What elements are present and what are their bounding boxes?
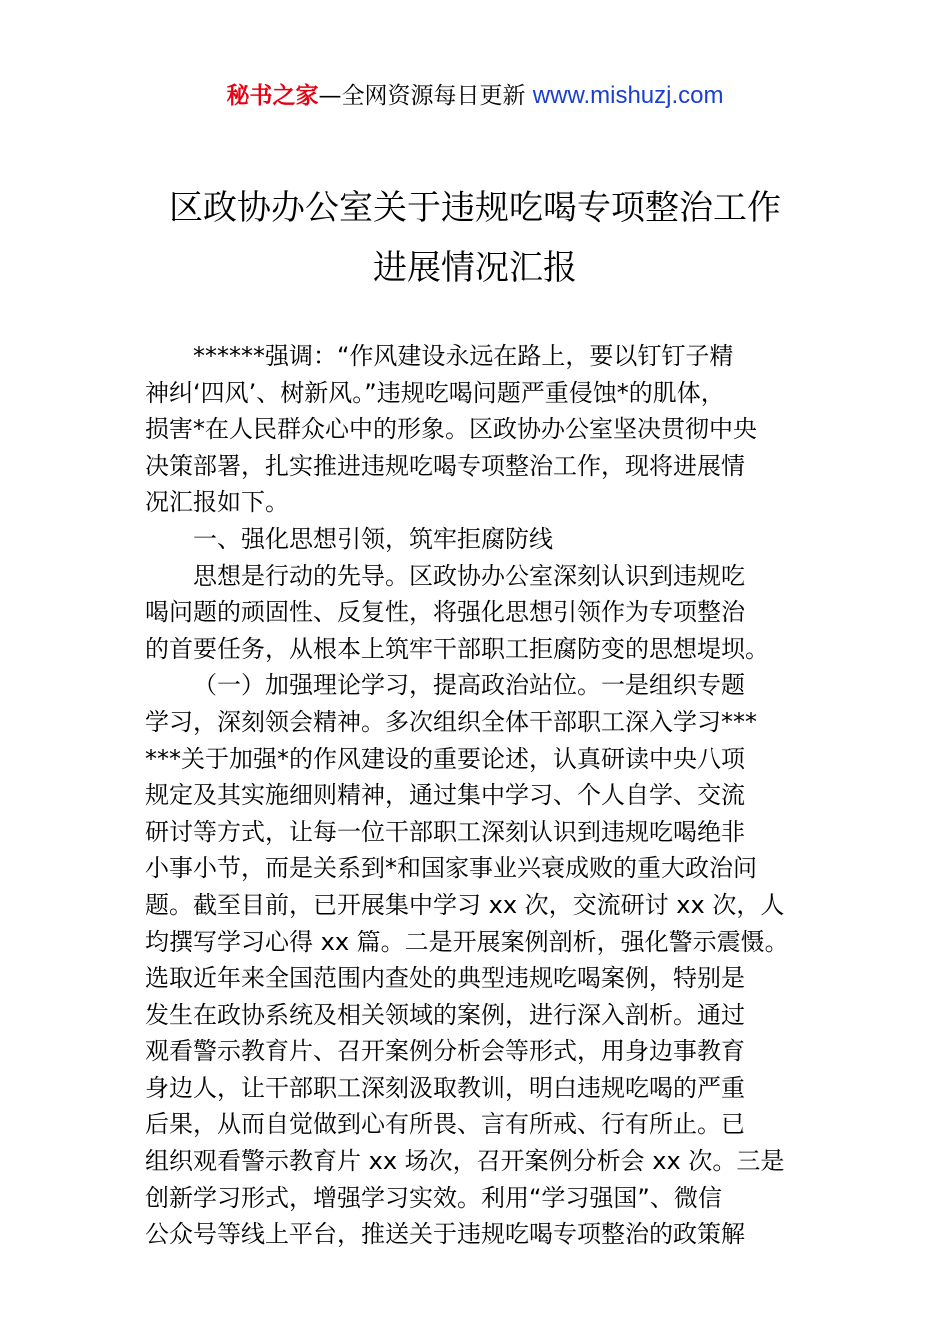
document-body (145, 338, 825, 1253)
paragraph-line: 思想是行动的先导。区政协办公室深刻认识到违规吃 (193, 561, 745, 590)
paragraph-line: 神纠‘四风’、树新风。”违规吃喝问题严重侵蚀*的肌体， (145, 378, 725, 407)
paragraph-line: 后果，从而自觉做到心有所畏、言有所戒、行有所止。已 (145, 1110, 745, 1139)
title-line-1: 区政协办公室关于违规吃喝专项整治工作 (169, 188, 781, 228)
site-tagline: —全网资源每日更新 (318, 83, 533, 109)
paragraph-line: 选取近年来全国范围内查处的典型违规吃喝案例，特别是 (145, 964, 745, 993)
paragraph-line: 研讨等方式，让每一位干部职工深刻认识到违规吃喝绝非 (145, 817, 745, 846)
paragraph-line: 组织观看警示教育片 xx 场次，召开案例分析会 xx 次。三是 (145, 1147, 785, 1176)
paragraph-line: 创新学习形式，增强学习实效。利用“学习强国”、微信 (145, 1183, 722, 1212)
title-line-2: 进展情况汇报 (373, 248, 577, 288)
paragraph-line: 身边人，让干部职工深刻汲取教训，明白违规吃喝的严重 (145, 1073, 745, 1102)
paragraph-line: 学习，深刻领会精神。多次组织全体干部职工深入学习*** (145, 707, 757, 736)
paragraph-line: 公众号等线上平台，推送关于违规吃喝专项整治的政策解 (145, 1220, 745, 1249)
paragraph-line: 观看警示教育片、召开案例分析会等形式，用身边事教育 (145, 1037, 745, 1066)
paragraph-line: ******强调：“作风建设永远在路上，要以钉钉子精 (193, 342, 734, 370)
paragraph-line: 小事小节，而是关系到*和国家事业兴衰成败的重大政治问 (145, 854, 757, 883)
paragraph-line: 况汇报如下。 (145, 488, 289, 517)
site-url-link[interactable]: www.mishuzj.com (532, 82, 724, 109)
paragraph-line: 决策部署，扎实推进违规吃喝专项整治工作，现将进展情 (145, 451, 745, 480)
paragraph-line: 喝问题的顽固性、反复性，将强化思想引领作为专项整治 (145, 598, 745, 627)
paragraph-line: 均撰写学习心得 xx 篇。二是开展案例剖析，强化警示震慑。 (145, 927, 789, 956)
paragraph-line: 损害*在人民群众心中的形象。区政协办公室坚决贯彻中央 (145, 415, 757, 444)
document-title (100, 178, 850, 298)
paragraph-line: 规定及其实施细则精神，通过集中学习、个人自学、交流 (145, 781, 745, 810)
paragraph-line: 发生在政协系统及相关领域的案例，进行深入剖析。通过 (145, 1000, 745, 1029)
paragraph-line: ***关于加强*的作风建设的重要论述，认真研读中央八项 (145, 744, 745, 773)
section-heading: 一、强化思想引领，筑牢拒腐防线 (193, 524, 553, 553)
paragraph-line: 的首要任务，从根本上筑牢干部职工拒腐防变的思想堤坝。 (145, 634, 769, 663)
site-header (0, 80, 950, 112)
paragraph-line: （一）加强理论学习，提高政治站位。一是组织专题 (193, 671, 745, 700)
paragraph-line: 题。截至目前，已开展集中学习 xx 次，交流研讨 xx 次，人 (145, 890, 785, 919)
site-name: 秘书之家 (226, 83, 319, 109)
